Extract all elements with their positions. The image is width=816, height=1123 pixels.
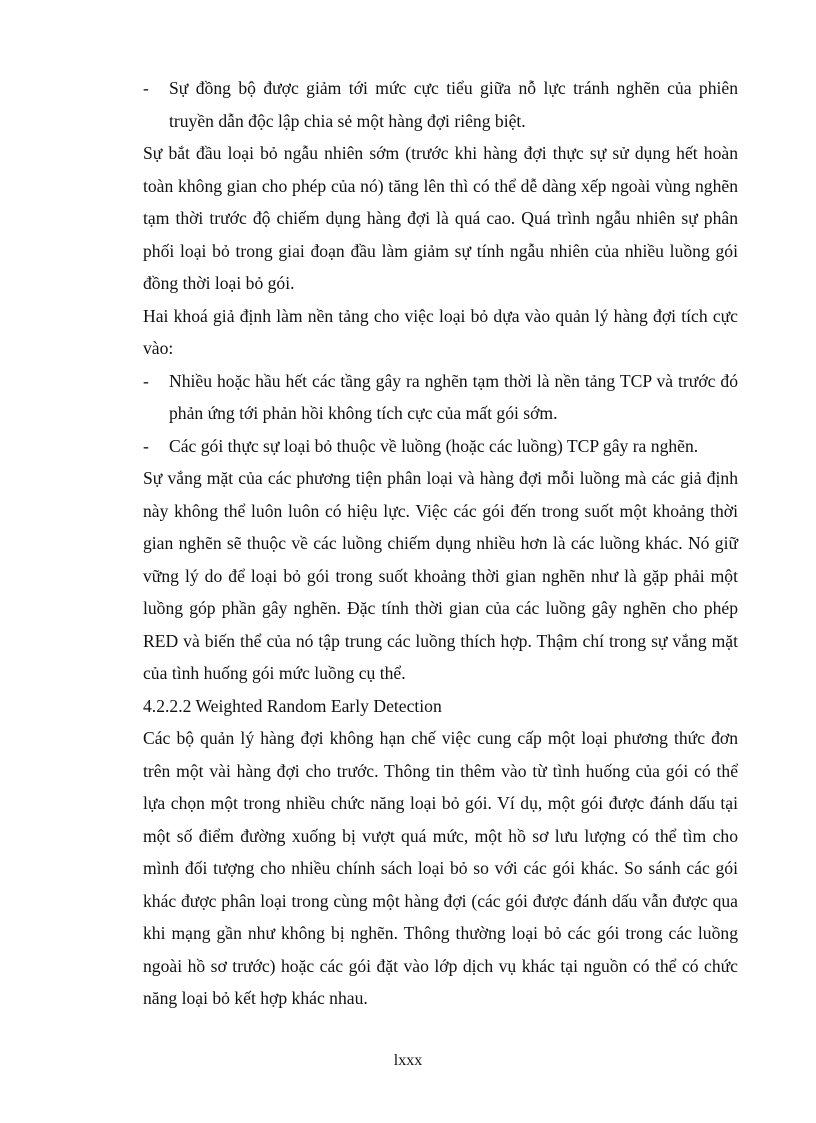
paragraph: Sự vắng mặt của các phương tiện phân loại và hàng đợi mỗi luồng mà các giả định này không thể luôn luôn có hiệu lực. Việc các gói đến trong suốt một khoảng thời gian nghẽn sẽ thuộc về các luồng chiếm dụng nhiều hơn là các luồng khác. Nó giữ vững lý do để loại bỏ gói trong suốt khoảng thời gian nghẽn như là gặp phải một luồng góp phần gây nghẽn. Đặc tính thời gian của các luồng gây nghẽn cho phép RED và biến thể của nó tập trung các luồng thích hợp. Thậm chí trong sự vắng mặt của tình huống gói mức luồng cụ thể. xyxy=(143,468,738,683)
paragraph: Các bộ quản lý hàng đợi không hạn chế việc cung cấp một loại phương thức đơn trên một vài hàng đợi cho trước. Thông tin thêm vào từ tình huống của gói có thể lựa chọn một trong nhiều chức năng loại bỏ gói. Ví dụ, một gói được đánh dấu tại một số điểm đường xuống bị vượt quá mức, một hồ sơ lưu lượng có thể tìm cho mình đối tượng cho nhiều chính sách loại bỏ so với các gói khác. So sánh các gói khác được phân loại trong cùng một hàng đợi (các gói được đánh dấu vẫn được qua khi mạng gần như không bị nghẽn. Thông thường loại bỏ các gói trong các luồng ngoài hồ sơ trước) hoặc các gói đặt vào lớp dịch vụ khác tại nguồn có thể có chức năng loại bỏ kết hợp khác nhau. xyxy=(143,728,738,1008)
bullet-item xyxy=(143,430,738,463)
paragraph: Hai khoá giả định làm nền tảng cho việc loại bỏ dựa vào quản lý hàng đợi tích cực vào: xyxy=(143,305,738,358)
bullet-item xyxy=(143,72,738,137)
bullet-text: Nhiều hoặc hầu hết các tầng gây ra nghẽn tạm thời là nền tảng TCP và trước đó phản ứng tới phản hồi không tích cực của mất gói sớm. xyxy=(169,370,738,423)
paragraph: Sự bắt đầu loại bỏ ngẫu nhiên sớm (trước khi hàng đợi thực sự sử dụng hết hoàn toàn không gian cho phép của nó) tăng lên thì có thể dễ dàng xếp ngoài vùng nghẽn tạm thời trước độ chiếm dụng hàng đợi là quá cao. Quá trình ngẫu nhiên sự phân phối loại bỏ trong giai đoạn đầu làm giảm sự tính ngẫu nhiên của nhiều luồng gói đồng thời loại bỏ gói. xyxy=(143,143,738,293)
page-number: lxxx xyxy=(393,1052,423,1069)
bullet-marker: - xyxy=(143,435,149,456)
document-body xyxy=(143,72,738,1015)
section-heading: 4.2.2.2 Weighted Random Early Detection xyxy=(143,695,442,716)
bullet-marker: - xyxy=(143,370,149,391)
bullet-item xyxy=(143,365,738,430)
bullet-text: Sự đồng bộ được giảm tới mức cực tiểu giữa nỗ lực tránh nghẽn của phiên truyền dẫn độc lập chia sẻ một hàng đợi riêng biệt. xyxy=(169,78,738,131)
bullet-text: Các gói thực sự loại bỏ thuộc về luồng (hoặc các luồng) TCP gây ra nghẽn. xyxy=(169,435,699,456)
bullet-marker: - xyxy=(143,78,149,98)
